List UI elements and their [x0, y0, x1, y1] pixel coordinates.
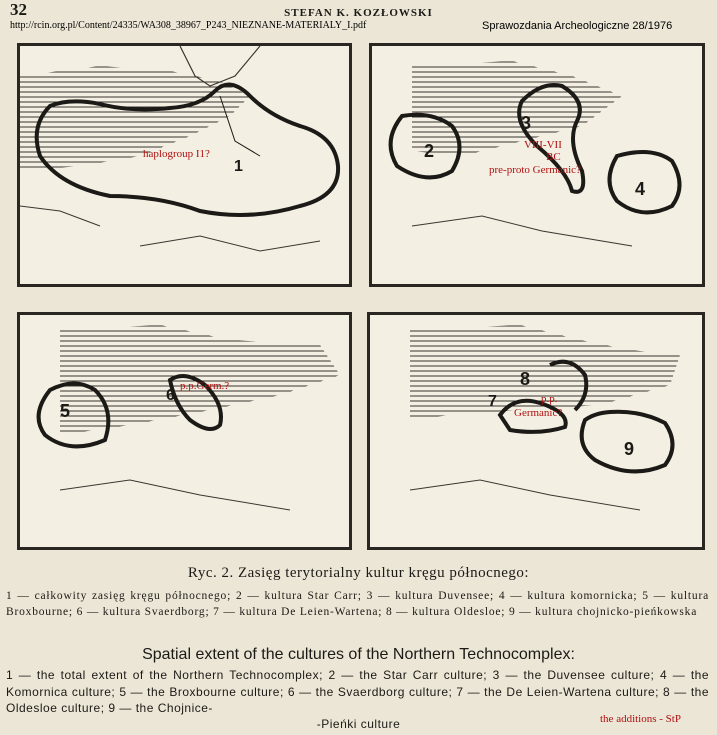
river: [140, 236, 320, 251]
annotation-date: VIII-VII: [524, 139, 562, 151]
legend-pl: 1 — całkowity zasięg kręgu północnego; 2 — kultura Star Carr; 3 — kultura Duvensee; 4 — kultura komornicka; 5 — kultura Broxbourne; 6 — kultura Svaerdborg; 7 — kultura De Leien-Wartena; 8 — kultura Oldesloe; 9 — kultura chojnicko-pieńkowska: [6, 590, 709, 618]
map-3-drawing: [20, 315, 349, 547]
figure-caption-en: Spatial extent of the cultures of the Northern Technocomplex:: [142, 646, 575, 663]
coastline: [20, 206, 100, 226]
annotation-pre-proto-germanic: pre-proto Germanic?: [489, 164, 581, 176]
region-number-6: 6: [166, 387, 175, 404]
map-1-drawing: [20, 46, 349, 284]
annotation-pp: p.p.: [541, 393, 558, 405]
author-header: STEFAN K. KOZŁOWSKI: [284, 7, 433, 19]
legend-en-end: -Pieńki culture: [316, 717, 401, 731]
river: [410, 480, 640, 510]
annotation-haplogroup: haplogroup I1?: [143, 148, 210, 160]
annotation-pp-germ: p.p.Germ.?: [180, 380, 230, 392]
caption-pl-title: Ryc. 2. Zasięg terytorialny kultur kręgu północnego:: [187, 565, 530, 581]
region-number-5: 5: [60, 401, 71, 421]
region-number-9: 9: [624, 439, 635, 459]
region-number-1: 1: [234, 158, 243, 175]
sea-hatching: [412, 61, 622, 156]
region-number-4: 4: [635, 179, 646, 199]
region-number-3: 3: [521, 113, 532, 133]
river: [412, 216, 632, 246]
source-url[interactable]: http://rcin.org.pl/Content/24335/WA308_38967_P243_NIEZNANE-MATERIALY_I.pdf: [10, 20, 367, 31]
region-number-8: 8: [520, 369, 531, 389]
map-panel-4: [367, 312, 705, 550]
map-panel-3: [17, 312, 352, 550]
map-panel-1: [17, 43, 352, 287]
annotation-germanic: Germanic?: [514, 407, 563, 419]
journal-reference: Sprawozdania Archeologiczne 28/1976: [482, 20, 673, 32]
river: [60, 480, 290, 510]
figure-caption-pl: [0, 565, 717, 582]
annotation-bc: BC: [546, 151, 561, 163]
sea-hatching: [20, 66, 250, 171]
page-number: 32: [10, 0, 27, 19]
region-number-2: 2: [424, 141, 435, 161]
additions-note: the additions - StP: [600, 713, 681, 725]
region-number-7: 7: [488, 393, 497, 410]
legend-en: 1 — the total extent of the Northern Technocomplex; 2 — the Star Carr culture; 3 — the Duvensee culture; 4 — the Komornica culture; 5 — the Broxbourne culture; 6 — the Svaerdborg culture; 7 — the De Leien-Wartena culture; 8 — the Oldesloe culture; 9 — the Chojnice-: [6, 668, 709, 715]
map-panel-2: [369, 43, 705, 287]
map-4-drawing: [370, 315, 702, 547]
